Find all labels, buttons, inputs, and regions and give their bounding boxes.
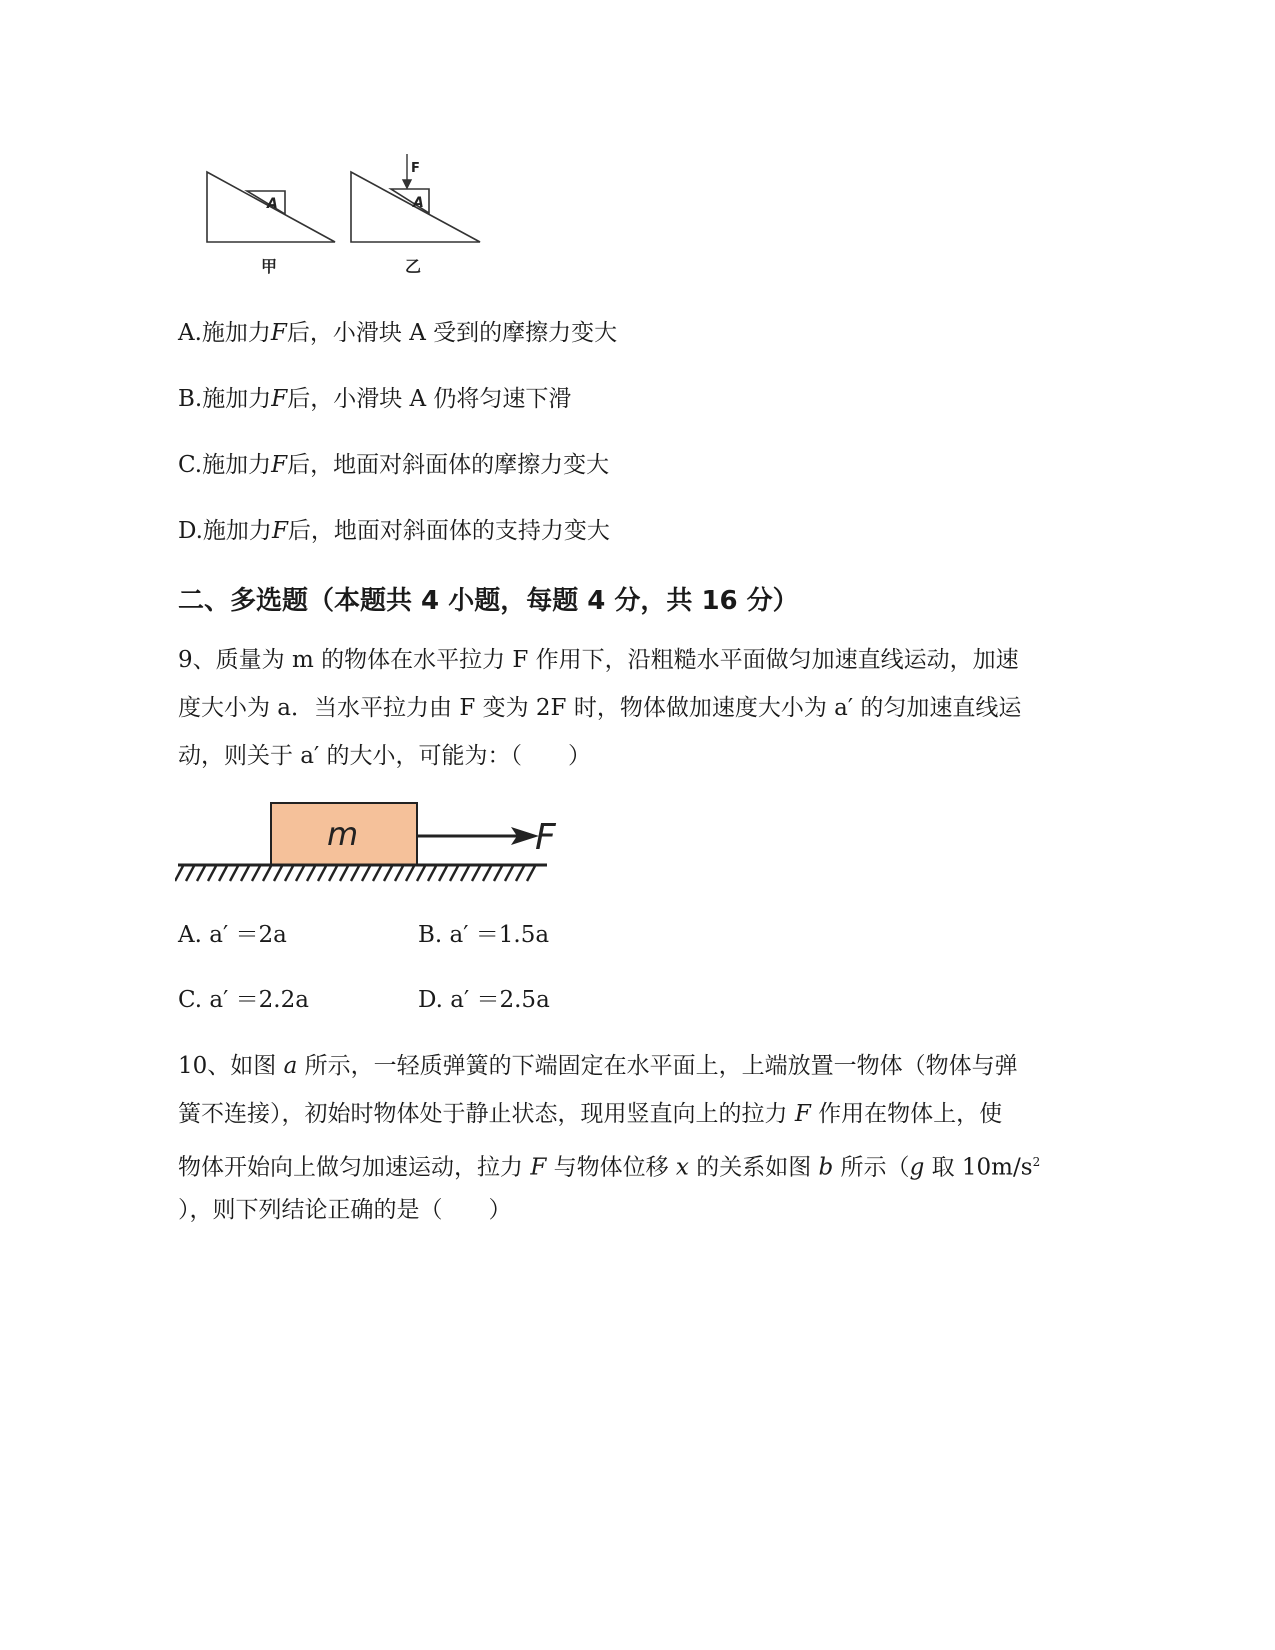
ground-hatch-mark bbox=[527, 866, 535, 881]
ground-hatch-mark bbox=[461, 866, 469, 881]
ground-hatch-mark bbox=[296, 866, 304, 881]
ground-hatch-mark bbox=[329, 866, 337, 881]
block-a-left bbox=[247, 191, 285, 214]
ground-hatch-mark bbox=[197, 866, 205, 881]
ground-hatch-mark bbox=[241, 866, 249, 881]
force-label-incline: F bbox=[411, 161, 420, 176]
ground-hatch-mark bbox=[395, 866, 403, 881]
q9-line-3: 动，则关于 a′ 的大小，可能为：（ ） bbox=[178, 743, 592, 769]
ground-hatch-mark bbox=[406, 866, 414, 881]
q8-option-d: D.施加力F后，地面对斜面体的支持力变大 bbox=[178, 518, 610, 544]
force-arrow-down bbox=[403, 154, 411, 188]
ground-hatch-mark bbox=[428, 866, 436, 881]
ground-hatch-mark bbox=[274, 866, 282, 881]
caption-left: 甲 bbox=[261, 257, 278, 276]
q8-option-a: A.施加力F后，小滑块 A 受到的摩擦力变大 bbox=[178, 320, 618, 346]
ground-hatch-mark bbox=[417, 866, 425, 881]
q10-line-4: ），则下列结论正确的是（ ） bbox=[178, 1197, 512, 1223]
q9-option-b: B. a′ ＝1.5a bbox=[418, 922, 550, 948]
q10-line-3: 物体开始向上做匀加速运动，拉力 F 与物体位移 x 的关系如图 b 所示（g 取 $10m/s^2$ bbox=[178, 1154, 1041, 1181]
section-heading: 二、多选题（本题共 4 小题，每题 4 分，共 16 分） bbox=[178, 586, 799, 616]
ground-hatch-mark bbox=[505, 866, 513, 881]
q10-line-1: 10、如图 a 所示，一轻质弹簧的下端固定在水平面上，上端放置一物体（物体与弹 bbox=[178, 1053, 1018, 1079]
block-a-right-label: A bbox=[413, 195, 424, 211]
q9-stem bbox=[178, 636, 1078, 780]
ground-hatch-mark bbox=[186, 866, 194, 881]
caption-right: 乙 bbox=[405, 257, 422, 276]
ground-hatch-mark bbox=[494, 866, 502, 881]
q9-line-1: 9、质量为 m 的物体在水平拉力 F 作用下，沿粗糙水平面做匀加速直线运动，加速 bbox=[178, 647, 1019, 673]
ground-hatch-mark bbox=[263, 866, 271, 881]
ground-hatch-mark bbox=[351, 866, 359, 881]
ground-hatch-mark bbox=[208, 866, 216, 881]
ground-hatch-mark bbox=[219, 866, 227, 881]
ground-hatch-mark bbox=[373, 866, 381, 881]
q9-option-d: D. a′ ＝2.5a bbox=[418, 987, 550, 1013]
ground-hatch-mark bbox=[230, 866, 238, 881]
ground-hatch-mark bbox=[340, 866, 348, 881]
ground-hatch-mark bbox=[450, 866, 458, 881]
ground-hatch-mark bbox=[472, 866, 480, 881]
ground-hatch-mark bbox=[384, 866, 392, 881]
ground-hatch-mark bbox=[285, 866, 293, 881]
ground-hatch-mark bbox=[439, 866, 447, 881]
ground-surface bbox=[175, 865, 547, 881]
q8-option-b: B.施加力F后，小滑块 A 仍将匀速下滑 bbox=[178, 386, 572, 412]
incline-figure bbox=[195, 150, 495, 280]
block-figure bbox=[175, 795, 575, 890]
ground-hatch-mark bbox=[252, 866, 260, 881]
ground-hatch-mark bbox=[175, 866, 183, 881]
q10-line-2: 簧不连接），初始时物体处于静止状态，现用竖直向上的拉力 F 作用在物体上，使 bbox=[178, 1101, 1003, 1127]
force-label: F bbox=[535, 817, 556, 858]
ground-hatch-mark bbox=[516, 866, 524, 881]
ground-hatch-mark bbox=[483, 866, 491, 881]
q9-option-c: C. a′ ＝2.2a bbox=[178, 987, 309, 1013]
ground-hatch-mark bbox=[318, 866, 326, 881]
ground-hatch-mark bbox=[307, 866, 315, 881]
block-a-left-label: A bbox=[267, 196, 278, 212]
q8-option-c: C.施加力F后，地面对斜面体的摩擦力变大 bbox=[178, 452, 610, 478]
q9-line-2: 度大小为 a．当水平拉力由 F 变为 2F 时，物体做加速度大小为 a′ 的匀加速直线运 bbox=[178, 695, 1022, 721]
mass-label: m bbox=[327, 815, 359, 853]
ground-hatch-mark bbox=[362, 866, 370, 881]
q9-option-a: A. a′ ＝2a bbox=[178, 922, 287, 948]
q10-stem bbox=[178, 1042, 1078, 1234]
force-arrow bbox=[417, 827, 539, 845]
